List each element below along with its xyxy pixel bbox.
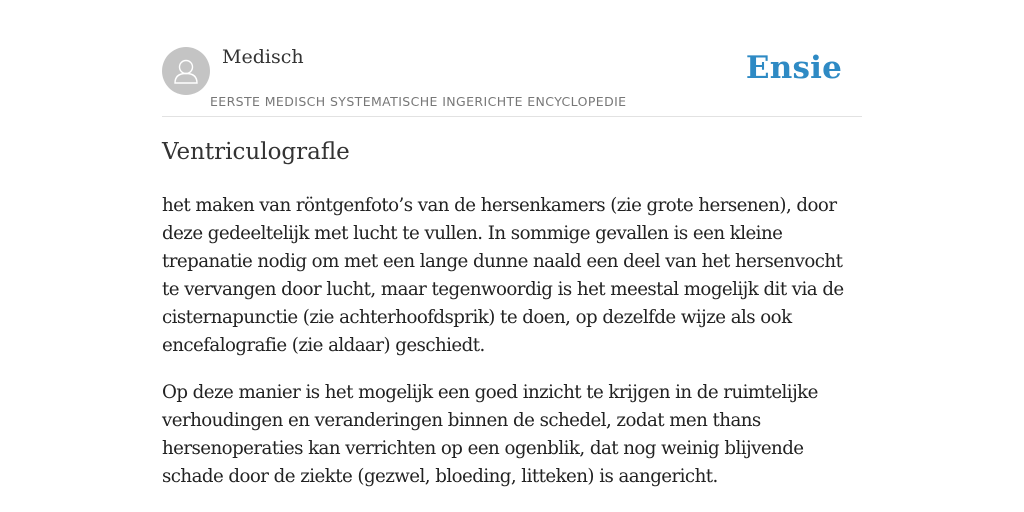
encyclopedia-subtitle: EERSTE MEDISCH SYSTEMATISCHE INGERICHTE ENCYCLOPEDIE (210, 94, 627, 109)
article-page (162, 0, 862, 487)
article-paragraph-2: Op deze manier is het mogelijk een goed inzicht te krijgen in de ruimtelijke verhoudingen en veranderingen binnen de schedel, zodat men thans hersenoperaties kan verrichten op een ogenblik, dat nog weinig blijvende schade door de ziekte (gezwel, bloeding, litteken) is aangericht. (162, 382, 818, 487)
ensie-logo[interactable]: Ensie (745, 50, 842, 86)
user-silhouette-icon[interactable] (162, 47, 210, 95)
header (162, 0, 862, 117)
article-paragraph-1: het maken van röntgenfoto’s van de hersenkamers (zie grote hersenen), door deze gedeeltelijk met lucht te vullen. In sommige gevallen is een kleine trepanatie nodig om met een lange dunne naald een deel van het hersenvocht te vervangen door lucht, maar tegenwoordig is het meestal mogelijk dit via de cisternapunctie (zie achterhoofdsprik) te doen, op dezelfde wijze als ook encefalografie (zie aldaar) geschiedt. (162, 195, 844, 356)
page-title: Ventriculografle (162, 139, 350, 165)
category-link[interactable]: Medisch (222, 46, 304, 68)
article-body (162, 192, 862, 510)
